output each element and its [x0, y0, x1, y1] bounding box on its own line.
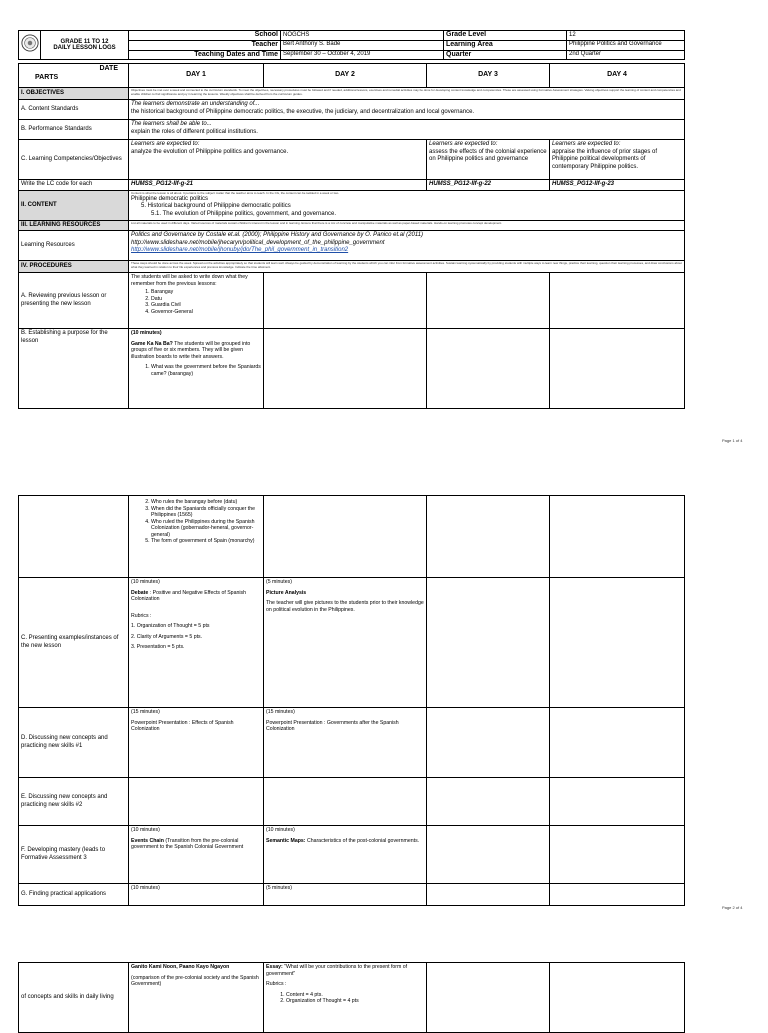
list-item: 1. What was the government before the Spaniards came? (barangay) [151, 364, 261, 377]
lc-day4 [550, 140, 685, 180]
daily-living-day3 [427, 963, 550, 1033]
dll-title [41, 31, 129, 60]
discussing-concepts-2-day3 [427, 778, 550, 826]
area-value: Philippine Politics and Governance [567, 40, 685, 50]
purpose-continued-day2 [264, 496, 427, 578]
practical-applications-day3 [427, 884, 550, 906]
presenting-examples-day4 [550, 578, 685, 708]
content-standards-text: the historical background of Philippine democratic politics, the executive, the judiciary, and decentralization and local governance. [131, 108, 475, 115]
content-line-2: 5. Historical background of Philippine democratic politics [141, 203, 291, 209]
developing-mastery-label: F. Developing mastery (leads to Formative Assessment 3 [19, 826, 129, 884]
lc-text-day3: assess the effects of the colonial experience on Philippine politics and governance [429, 148, 547, 163]
lesson-table-page2 [18, 495, 685, 906]
discussing-concepts-1-label: D. Discussing new concepts and practicing new skills #1 [19, 708, 129, 778]
lc-intro-day3: Learners are expected to: [429, 141, 498, 148]
procedures-note: These steps should be done across the week. Spread out the activities appropriately so that students will learn well. Always be guided by demonstration of learning by the students which you can infer from formative assessment activities. Sustain learning systematically by providing students with multiple ways to learn new things, practice their learning, question their learning processes, and draw conclusions about what they learned in relation to their life experiences and previous knowledge. Indicate the time allotment. [129, 261, 685, 273]
lc-intro-day4: Learners are expected to: [552, 141, 621, 148]
semantic-maps-text: Characteristics of the post-colonial governments. [305, 837, 420, 844]
learning-resources-cell [129, 231, 685, 261]
presenting-examples-label: C. Presenting examples/instances of the new lesson [19, 578, 129, 708]
header-table [18, 30, 685, 60]
purpose-label: B. Establishing a purpose for the lesson [19, 329, 129, 409]
deped-seal-logo [19, 31, 41, 60]
school-label: School [129, 31, 281, 41]
performance-standards-label: B. Performance Standards [19, 120, 129, 140]
picture-analysis-time: (5 minutes) [266, 579, 292, 585]
purpose-continued-day4 [550, 496, 685, 578]
review-lesson-day4 [550, 273, 685, 329]
purpose-continued-day3 [427, 496, 550, 578]
discussing-concepts-1-day4 [550, 708, 685, 778]
content-label: II. CONTENT [19, 190, 129, 220]
performance-standards-text: explain the roles of different political institutions. [131, 128, 258, 135]
area-label: Learning Area [444, 40, 567, 50]
learning-resources-link-2[interactable]: http://www.slideshare.net/mobile/jhonuby/jdo/The_phil_government_in_transition2 [131, 247, 349, 254]
page-2 [18, 495, 684, 906]
purpose-time: (10 minutes) [131, 330, 162, 337]
list-item: 3. Guardia Civil [151, 302, 261, 309]
seal-icon [21, 34, 39, 52]
content-standards-label: A. Content Standards [19, 100, 129, 120]
page-1 [18, 30, 684, 409]
ppt-time-day2: (15 minutes) [266, 709, 295, 715]
presenting-examples-day1 [129, 578, 264, 708]
daily-living-day4 [550, 963, 685, 1033]
list-item: 4. Who ruled the Philippines during the Spanish Colonization (gobernador-heneral, governor-general) [151, 519, 261, 539]
discussing-concepts-1-day1 [129, 708, 264, 778]
day3-header: DAY 3 [427, 64, 550, 88]
lc-code-day1: HUMSS_PG12-IIf-g-21 [129, 180, 427, 191]
practical-applications-day1: (10 minutes) [129, 884, 264, 906]
list-item: 2. Who rules the barangay before (datu) [151, 499, 261, 506]
performance-standards-intro: The learners shall be able to... [131, 121, 212, 128]
discussing-concepts-2-day2 [264, 778, 427, 826]
daily-living-day1 [129, 963, 264, 1033]
discussing-concepts-2-day1 [129, 778, 264, 826]
review-lesson-label: A. Reviewing previous lesson or presenting the new lesson [19, 273, 129, 329]
review-lesson-day1 [129, 273, 264, 329]
debate-title: Debate [131, 589, 149, 596]
performance-standards-cell [129, 120, 685, 140]
content-line-3: 5.1. The evolution of Philippine politics, government, and governance. [151, 210, 337, 217]
purpose-day3 [427, 329, 550, 409]
essay-rubrics-label: Rubrics : [266, 981, 287, 987]
school-value: NOGCHS [281, 31, 444, 41]
teacher-value: Bert Anthony S. Bade [281, 40, 444, 50]
rubric-item: 1. Organization of Thought = 5 pts [131, 623, 210, 629]
discussing-concepts-2-day4 [550, 778, 685, 826]
page-3 [18, 962, 684, 1033]
content-standards-cell [129, 100, 685, 120]
date-parts-header [19, 64, 129, 88]
lesson-table-page1 [18, 63, 685, 409]
lc-code-label: Write the LC code for each [19, 180, 129, 191]
game-title: Game Ka Na Ba? [131, 340, 173, 347]
game-text: The students will be grouped into groups of five or six members. They will be given illustration boards to write their answers. [131, 340, 251, 360]
essay-text: "What will be your contributions to the present form of government" [266, 964, 408, 977]
semantic-maps-title: Semantic Maps: [266, 837, 306, 844]
ganito-kami-text: (comparison of the pre-colonial society and the Spanish Government) [131, 974, 259, 987]
discussing-concepts-1-day3 [427, 708, 550, 778]
review-lesson-day2 [264, 273, 427, 329]
grade-label: Grade Level [444, 31, 567, 41]
purpose-day1 [129, 329, 264, 409]
presenting-examples-day2 [264, 578, 427, 708]
date-label: DATE [99, 65, 118, 73]
list-item: 3. When did the Spaniards officially conquer the Philippines (1565) [151, 506, 261, 519]
developing-mastery-day1 [129, 826, 264, 884]
page-number-2: Page 2 of 4 [722, 905, 743, 910]
lc-intro-day1: Learners are expected to: [131, 141, 200, 148]
objectives-note: Objectives must be met over a week and connected to the curriculum standards. To meet the objectives, necessary procedures must be followed and if needed, additional lessons, exercises and remedial activities may be done for developing content knowledge and competencies. These are assessed using Formative Assessment strategies. Valuing objectives support the learning of content and competencies and enable children to find significance and joy in learning the lessons. Weekly objectives shall be derived from the curriculum guides. [129, 88, 685, 100]
content-standards-intro: The learners demonstrate an understanding of... [131, 101, 260, 108]
title-line-2: DAILY LESSON LOGS [53, 45, 116, 52]
dates-label: Teaching Dates and Time [129, 50, 281, 60]
learning-resources-note: List all materials to be used in different days. Varied sources of materials sustain children's interest in the lesson and in learning. Ensure that there is a mix of concrete and manipulative materials as well as paper-based materials. Hands-on learning promotes concept development. [129, 220, 685, 231]
lc-text-day4: appraise the influence of prior stages of Philippine political developments of contemporary Philippine politics. [552, 148, 658, 170]
ppt-text-day1: Powerpoint Presentation : Effects of Spanish Colonization [131, 719, 234, 732]
essay-rubrics-list [276, 992, 424, 1005]
game-questions-list [141, 364, 261, 377]
learning-competencies-label: C. Learning Competencies/Objectives [19, 140, 129, 180]
content-note: Content is what the lesson is all about. It pertains to the subject matter that the teacher aims to teach. In the CG, the content can be tackled in a week or two. [131, 190, 340, 195]
practical-applications-day4 [550, 884, 685, 906]
practical-applications-label: G. Finding practical applications [19, 884, 129, 906]
picture-analysis-title: Picture Analysis [266, 589, 307, 596]
rubric-item: 2. Clarity of Arguments = 5 pts. [131, 633, 203, 640]
list-item: 1. Barangay [151, 289, 261, 296]
ganito-kami-title: Ganito Kami Noon, Paano Kayo Ngayon [131, 964, 230, 970]
title-line-1: GRADE 11 TO 12 [60, 38, 109, 45]
debate-time: (10 minutes) [131, 579, 160, 585]
page-number-1: Page 1 of 4 [722, 438, 743, 443]
semantic-maps-time: (10 minutes) [266, 827, 295, 833]
objectives-label: I. OBJECTIVES [19, 88, 129, 100]
picture-analysis-text: The teacher will give pictures to the students prior to their knowledge on political evolution in the Philippines. [266, 600, 424, 613]
learning-resources-section-label: III. LEARNING RESOURCES [19, 220, 129, 231]
presenting-examples-day3 [427, 578, 550, 708]
ppt-time-day1: (15 minutes) [131, 709, 160, 715]
teacher-label: Teacher [129, 40, 281, 50]
content-cell [129, 190, 685, 220]
daily-living-label: of concepts and skills in daily living [19, 963, 129, 1033]
developing-mastery-day4 [550, 826, 685, 884]
daily-living-day2 [264, 963, 427, 1033]
lc-code-day3: HUMSS_PG12-IIf-g-22 [427, 180, 550, 191]
practical-applications-day2: (5 minutes) [264, 884, 427, 906]
lesson-table-page3 [18, 962, 685, 1033]
review-items-list [141, 289, 261, 315]
list-item: 4. Governor-General [151, 309, 261, 316]
day2-header: DAY 2 [264, 64, 427, 88]
learning-resources-text: Politics and Governance by Costale et.al. (2000); Philippine History and Governance by O. Panico et.al (2011) [131, 232, 424, 239]
discussing-concepts-1-day2 [264, 708, 427, 778]
list-item: 2. Organization of Thought = 4 pts [286, 998, 424, 1005]
parts-label: PARTS [35, 74, 59, 81]
list-item: 1. Content = 4 pts. [286, 992, 424, 999]
rubric-item: 3. Presentation = 5 pts. [131, 644, 185, 650]
learning-resources-label: Learning Resources [19, 231, 129, 261]
list-item: 5. The form of government of Spain (monarchy) [151, 538, 261, 545]
purpose-day4 [550, 329, 685, 409]
lc-day1-2 [129, 140, 427, 180]
day4-header: DAY 4 [550, 64, 685, 88]
review-lesson-intro: The students will be asked to write down what they remember from the previous lessons: [131, 274, 248, 287]
developing-mastery-day2 [264, 826, 427, 884]
lc-text-day1: analyze the evolution of Philippine politics and governance. [131, 148, 289, 155]
review-lesson-day3 [427, 273, 550, 329]
procedures-label: IV. PROCEDURES [19, 261, 129, 273]
purpose-day2 [264, 329, 427, 409]
quarter-label: Quarter [444, 50, 567, 60]
day1-header: DAY 1 [129, 64, 264, 88]
developing-mastery-day3 [427, 826, 550, 884]
events-chain-text: (Transition from the pre-colonial government to the Spanish Colonial Government [131, 837, 244, 850]
game-questions-list-continued [141, 499, 261, 545]
lc-day3 [427, 140, 550, 180]
rubrics-label: Rubrics : [131, 612, 152, 619]
content-line-1: Philippine democratic politics [131, 195, 209, 202]
list-item: 2. Datu [151, 296, 261, 303]
dates-value: September 30 – October 4, 2019 [281, 50, 444, 60]
essay-title: Essay: [266, 964, 283, 970]
learning-resources-url-1: http://www.slideshare.net/mobile/jhecaryn/political_development_of_the_philippine_government [131, 239, 385, 246]
events-chain-title: Events Chain [131, 837, 164, 844]
discussing-concepts-2-label: E. Discussing new concepts and practicing new skills #2 [19, 778, 129, 826]
grade-value: 12 [567, 31, 685, 41]
ppt-text-day2: Powerpoint Presentation : Governments after the Spanish Colonization [266, 719, 399, 732]
events-chain-time: (10 minutes) [131, 827, 160, 833]
purpose-continued-label [19, 496, 129, 578]
purpose-continued-day1 [129, 496, 264, 578]
lc-code-day4: HUMSS_PG12-IIf-g-23 [550, 180, 685, 191]
quarter-value: 2nd Quarter [567, 50, 685, 60]
debate-topic: : Positive and Negative Effects of Spanish Colonization [131, 589, 246, 602]
